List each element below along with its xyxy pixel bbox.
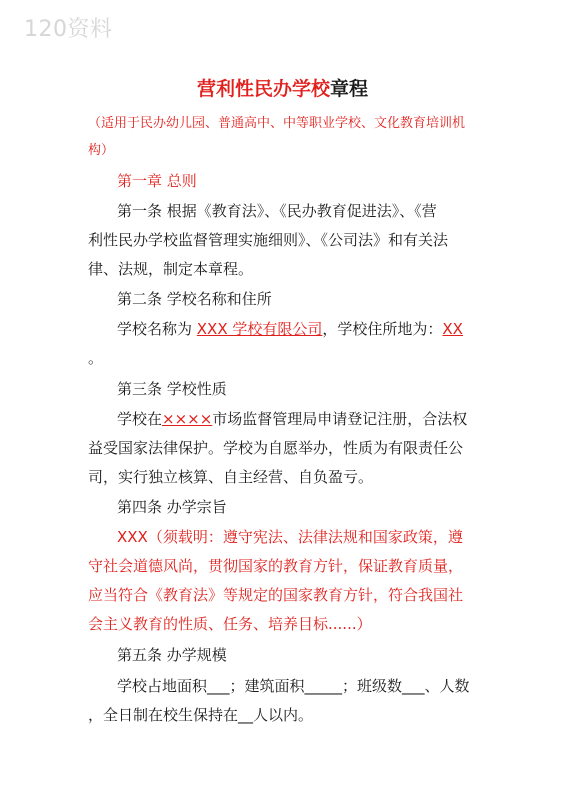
watermark: 120资料 — [24, 17, 113, 42]
article3-line2: 益受国家法律保护。学校为自愿举办，性质为有限责任公 — [88, 439, 464, 457]
article2-body-line2: 。 — [88, 349, 104, 367]
article2-prefix: 学校名称为 — [117, 320, 197, 338]
scope-note-line2: 构） — [88, 143, 115, 158]
article2-heading: 第二条 学校名称和住所 — [117, 290, 272, 308]
article1-line2: 利性民办学校监督管理实施细则》、《公司法》和有关法 — [88, 231, 449, 249]
article5-heading: 第五条 办学规模 — [117, 646, 227, 664]
article2-body-line1 — [117, 318, 463, 339]
school-name-placeholder: XXX 学校有限公司 — [196, 320, 323, 338]
address-placeholder: XX — [442, 320, 463, 338]
article3-prefix: 学校在 — [117, 410, 163, 428]
article5-line2: ，全日制在校生保持在__人以内。 — [88, 706, 314, 724]
registration-place-placeholder: ×××× — [162, 410, 213, 428]
document-title — [0, 74, 565, 101]
scope-note-line1: （适用于民办幼儿园、普通高中、中等职业学校、文化教育培训机 — [88, 116, 466, 131]
article4-line3: 应当符合《教育法》等规定的国家教育方针，符合我国社 — [88, 586, 464, 604]
article4-line4: 会主义教育的性质、任务、培养目标......） — [88, 615, 372, 633]
title-black-part: 章程 — [330, 78, 369, 100]
article3-line3: 司，实行独立核算、自主经营、自负盈亏。 — [88, 468, 374, 486]
article2-middle: ，学校住所地为： — [322, 320, 443, 338]
article1-line1: 第一条 根据《教育法》、《民办教育促进法》、《营 — [117, 202, 437, 220]
article4-heading: 第四条 办学宗旨 — [117, 498, 227, 516]
article3-line1-rest: 市场监督管理局申请登记注册，合法权 — [212, 410, 468, 428]
article4-line2: 守社会道德风尚，贯彻国家的教育方针，保证教育质量， — [88, 557, 464, 575]
article3-line1 — [117, 408, 467, 429]
article5-line1: 学校占地面积___；建筑面积_____；班级数___、人数 — [117, 677, 470, 695]
article1-line3: 律、法规，制定本章程。 — [88, 260, 254, 278]
article4-line1: XXX（须载明：遵守宪法、法律法规和国家政策，遵 — [117, 528, 463, 546]
title-red-part: 营利性民办学校 — [196, 78, 330, 100]
article3-heading: 第三条 学校性质 — [117, 380, 227, 398]
chapter1-heading: 第一章 总则 — [117, 172, 197, 190]
